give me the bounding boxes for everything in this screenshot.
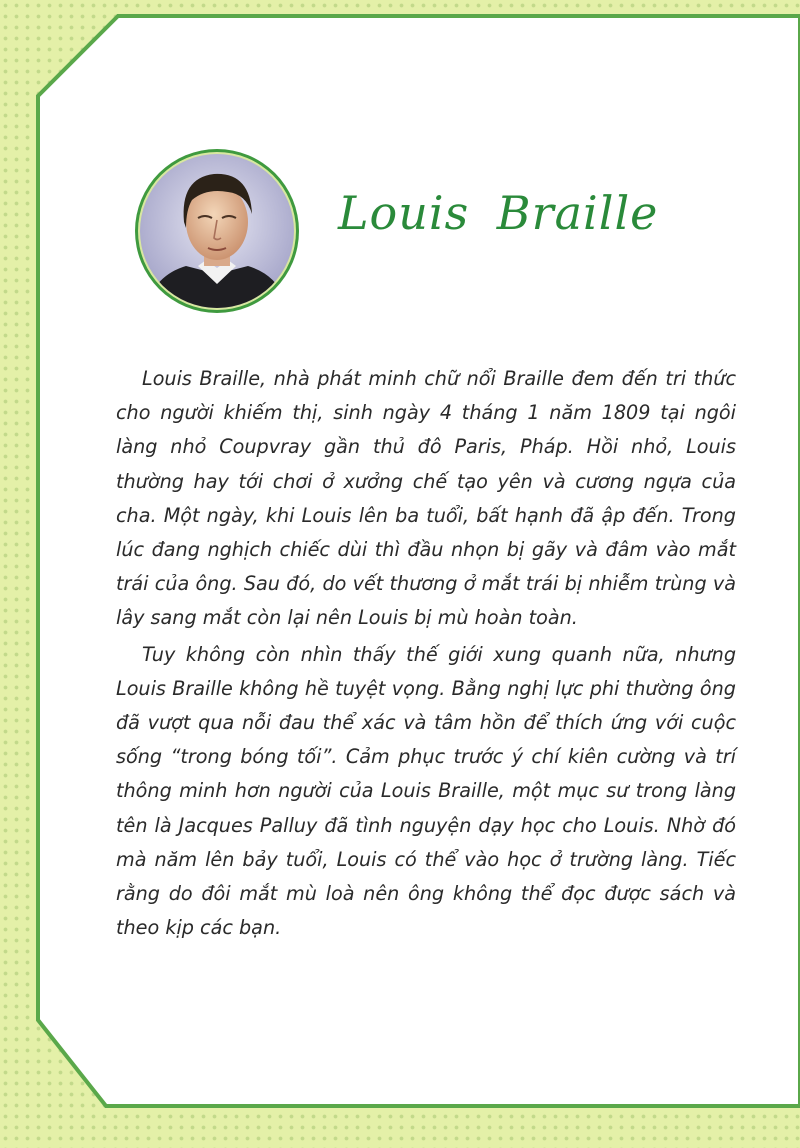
portrait-illustration-icon — [134, 148, 300, 314]
page-title: Louis Braille — [338, 186, 659, 240]
article-body — [116, 362, 736, 945]
paragraph-1: Louis Braille, nhà phát minh chữ nổi Braille đem đến tri thức cho người khiếm thị, sinh ngày 4 tháng 1 năm 1809 tại ngôi làng nhỏ Coupvray gần thủ đô Paris, Pháp. Hồi nhỏ, Louis thường hay tới chơi ở xưởng chế tạo yên và cương ngựa của cha. Một ngày, khi Louis lên ba tuổi, bất hạnh đã ập đến. Trong lúc đang nghịch chiếc dùi thì đầu nhọn bị gãy và đâm vào mắt trái của ông. Sau đó, do vết thương ở mắt trái bị nhiễm trùng và lây sang mắt còn lại nên Louis bị mù hoàn toàn. — [116, 367, 736, 630]
paragraph-2: Tuy không còn nhìn thấy thế giới xung quanh nữa, nhưng Louis Braille không hề tuyệt vọng. Bằng nghị lực phi thường ông đã vượt qua nỗi đau thể xác và tâm hồn để thích ứng với cuộc sống “trong bóng tối”. Cảm phục trước ý chí kiên cường và trí thông minh hơn người của Louis Braille, một mục sư trong làng tên là Jacques Palluy đã tình nguyện dạy học cho Louis. Nhờ đó mà năm lên bảy tuổi, Louis có thể vào học ở trường làng. Tiếc rằng do đôi mắt mù loà nên ông không thể đọc được sách và theo kịp các bạn. — [116, 642, 736, 940]
